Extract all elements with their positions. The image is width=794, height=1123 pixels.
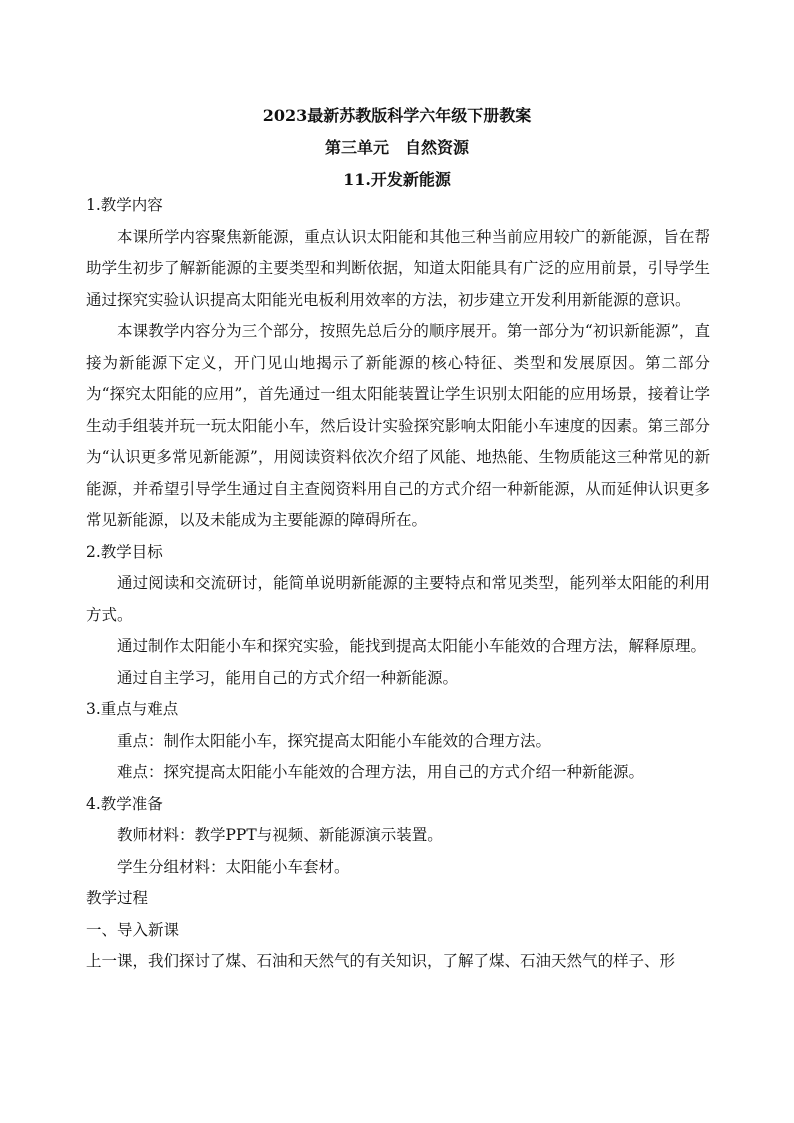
document-body — [86, 190, 710, 978]
goal-paragraph-2: 通过制作太阳能小车和探究实验，能找到提高太阳能小车能效的合理方法，解释原理。 — [117, 637, 707, 655]
section-heading-content: 1.教学内容 — [86, 196, 163, 214]
lesson-title: 11.开发新能源 — [343, 170, 451, 189]
process-subheading-intro: 一、导入新课 — [86, 920, 180, 939]
section-heading-process: 教学过程 — [86, 889, 149, 907]
unit-title: 第三单元 自然资源 — [324, 138, 469, 157]
difficulty-point: 难点：探究提高太阳能小车能效的合理方法，用自己的方式介绍一种新能源。 — [117, 763, 645, 781]
section-heading-prep: 4.教学准备 — [86, 794, 163, 813]
section-heading-goals: 2.教学目标 — [86, 542, 163, 561]
goal-paragraph-1: 通过阅读和交流研讨，能简单说明新能源的主要特点和常见类型，能列举太阳能的利用方式。 — [86, 574, 710, 624]
process-intro-text: 上一课，我们探讨了煤、石油和天然气的有关知识，了解了煤、石油天然气的样子、形 — [86, 952, 676, 970]
content-paragraph-1: 本课所学内容聚焦新能源，重点认识太阳能和其他三种当前应用较广的新能源，旨在帮助学生初步了解新能源的主要类型和判断依据，知道太阳能具有广泛的应用前景，引导学生通过探究实验认识提高太阳能光电板利用效率的方法，初步建立开发利用新能源的意识。 — [86, 227, 710, 309]
title-block — [0, 100, 794, 196]
student-materials: 学生分组材料：太阳能小车套材。 — [117, 857, 350, 876]
content-paragraph-2: 本课教学内容分为三个部分，按照先总后分的顺序展开。第一部分为“初识新能源”，直接为新能源下定义，开门见山地揭示了新能源的核心特征、类型和发展原因。第二部分为“探究太阳能的应用”，首先通过一组太阳能装置让学生识别太阳能的应用场景，接着让学生动手组装并玩一玩太阳能小车，然后设计实验探究影响太阳能小车速度的因素。第三部分为“认识更多常见新能源”，用阅读资料依次介绍了风能、地热能、生物质能这三种常见的新能源，并希望引导学生通过自主查阅资料用自己的方式介绍一种新能源，从而延伸认识更多常见新能源，以及未能成为主要能源的障碍所在。 — [86, 322, 710, 529]
goal-paragraph-3: 通过自主学习，能用自己的方式介绍一种新能源。 — [117, 668, 459, 687]
teacher-materials: 教师材料：教学PPT与视频、新能源演示装置。 — [117, 826, 443, 844]
key-point: 重点：制作太阳能小车，探究提高太阳能小车能效的合理方法。 — [117, 731, 552, 750]
document-title: 2023最新苏教版科学六年级下册教案 — [262, 106, 532, 125]
section-heading-focus: 3.重点与难点 — [86, 700, 179, 718]
